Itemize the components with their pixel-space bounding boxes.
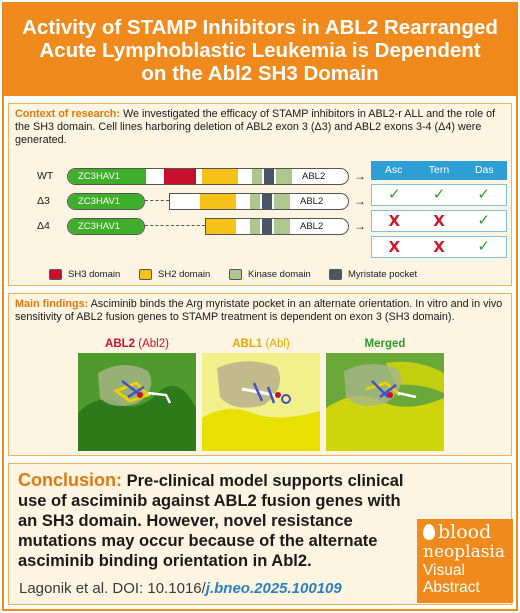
column-header: Tern — [428, 164, 450, 176]
legend-swatch — [229, 269, 242, 280]
fusion-bar — [67, 168, 349, 185]
myristate-segment — [264, 169, 274, 184]
journal-name: neoplasia — [423, 542, 505, 562]
kinase-segment — [250, 194, 260, 209]
construct-label: Δ3 — [37, 195, 50, 207]
cross-icon: X — [388, 212, 401, 230]
legend-item: Myristate pocket — [329, 269, 417, 280]
sh3-segment — [164, 169, 196, 184]
arrow-icon: → — [354, 169, 366, 183]
check-icon: ✓ — [432, 186, 446, 203]
badge-line: Visual — [423, 562, 465, 579]
abl2-structure-image — [78, 353, 196, 451]
arrow-icon: → — [354, 194, 366, 208]
table-row — [371, 236, 507, 258]
table-header — [371, 161, 507, 180]
blood-logo: blood — [423, 523, 507, 542]
sh2-segment — [200, 194, 236, 209]
citation: Lagonik et al. DOI: 10.1016/j.bneo.2025.100109 — [19, 580, 342, 597]
column-header: Asc — [384, 164, 403, 176]
fusion-bar — [67, 218, 145, 235]
arrow-icon: → — [354, 219, 366, 233]
check-icon: ✓ — [477, 186, 490, 203]
myristate-segment — [262, 194, 272, 209]
abl2-label: ABL2 — [302, 170, 326, 182]
fusion-bar — [205, 218, 349, 235]
kinase-segment — [252, 169, 262, 184]
fusion-bar — [67, 193, 145, 210]
check-icon: ✓ — [388, 186, 401, 203]
construct-row-d4 — [9, 216, 369, 236]
kinase-segment — [276, 169, 292, 184]
blood-drop-icon — [423, 524, 435, 540]
abl1-structure-image — [202, 353, 320, 451]
cross-icon: X — [388, 238, 401, 256]
conclusion-panel — [8, 463, 512, 605]
structure-label-abl1: ABL1 (Abl) — [232, 338, 290, 350]
fusion-bar — [169, 193, 349, 210]
legend-item: Kinase domain — [229, 269, 311, 280]
deletion-dash — [145, 200, 169, 201]
zc3hav1-segment: ZC3HAV1 — [68, 169, 146, 184]
kinase-segment — [274, 194, 290, 209]
table-row — [371, 184, 507, 206]
sh2-segment — [206, 219, 236, 234]
construct-label: Δ4 — [37, 220, 50, 232]
legend-swatch — [139, 269, 152, 280]
badge-line: Abstract — [423, 579, 480, 596]
conclusion-text: Conclusion: Pre-clinical model supports clinical use of asciminib against ABL2 fusion genes with an SH3 domain. However, novel resistance mutations may occur because of the alternate asciminib binding orientation in Abl2. — [18, 470, 404, 570]
construct-row-d3 — [9, 191, 369, 211]
cross-icon: X — [433, 212, 445, 230]
page-title: Activity of STAMP Inhibitors in ABL2 Rearranged Acute Lymphoblastic Leukemia is Dependent on the Abl2 SH3 Domain — [22, 15, 498, 85]
findings-text: Main findings: Asciminib binds the Arg myristate pocket in an alternate orientation. In vitro and in vivo sensitivity of ABL2 fusion genes to STAMP treatment is dependent on exon 3 (SH3 domain). — [15, 298, 503, 323]
drug-response-table — [371, 161, 507, 258]
table-row — [371, 210, 507, 232]
construct-row-wt — [9, 166, 369, 186]
structure-label-merged: Merged — [364, 338, 406, 350]
legend-item: SH3 domain — [49, 269, 120, 280]
kinase-segment — [274, 219, 290, 234]
check-icon: ✓ — [477, 212, 490, 229]
abl2-label: ABL2 — [300, 220, 324, 232]
legend-swatch — [49, 269, 62, 280]
check-icon: ✓ — [477, 238, 490, 255]
construct-label: WT — [37, 170, 54, 182]
zc3hav1-segment: ZC3HAV1 — [68, 219, 145, 234]
column-header: Das — [474, 164, 494, 176]
legend-item: SH2 domain — [139, 269, 210, 280]
kinase-segment — [250, 219, 260, 234]
context-text: Context of research: We investigated the efficacy of STAMP inhibitors in ABL2-r ALL and the role of the SH3 domain. Cell lines harboring deletion of ABL2 exon 3 (Δ3) and ABL2 exons 3-4 (Δ4) were generated. — [15, 108, 496, 146]
abl2-label: ABL2 — [300, 195, 324, 207]
cross-icon: X — [433, 238, 445, 256]
title-banner — [4, 4, 516, 96]
journal-badge — [417, 519, 513, 603]
merged-structure-image — [326, 353, 444, 451]
zc3hav1-segment: ZC3HAV1 — [68, 194, 145, 209]
myristate-segment — [262, 219, 272, 234]
legend-swatch — [329, 269, 342, 280]
doi-link[interactable]: j.bneo.2025.100109 — [205, 580, 342, 597]
deletion-dash — [145, 225, 205, 226]
context-panel — [8, 103, 512, 286]
sh2-segment — [202, 169, 238, 184]
structure-label-abl2: ABL2 (Abl2) — [105, 338, 169, 350]
